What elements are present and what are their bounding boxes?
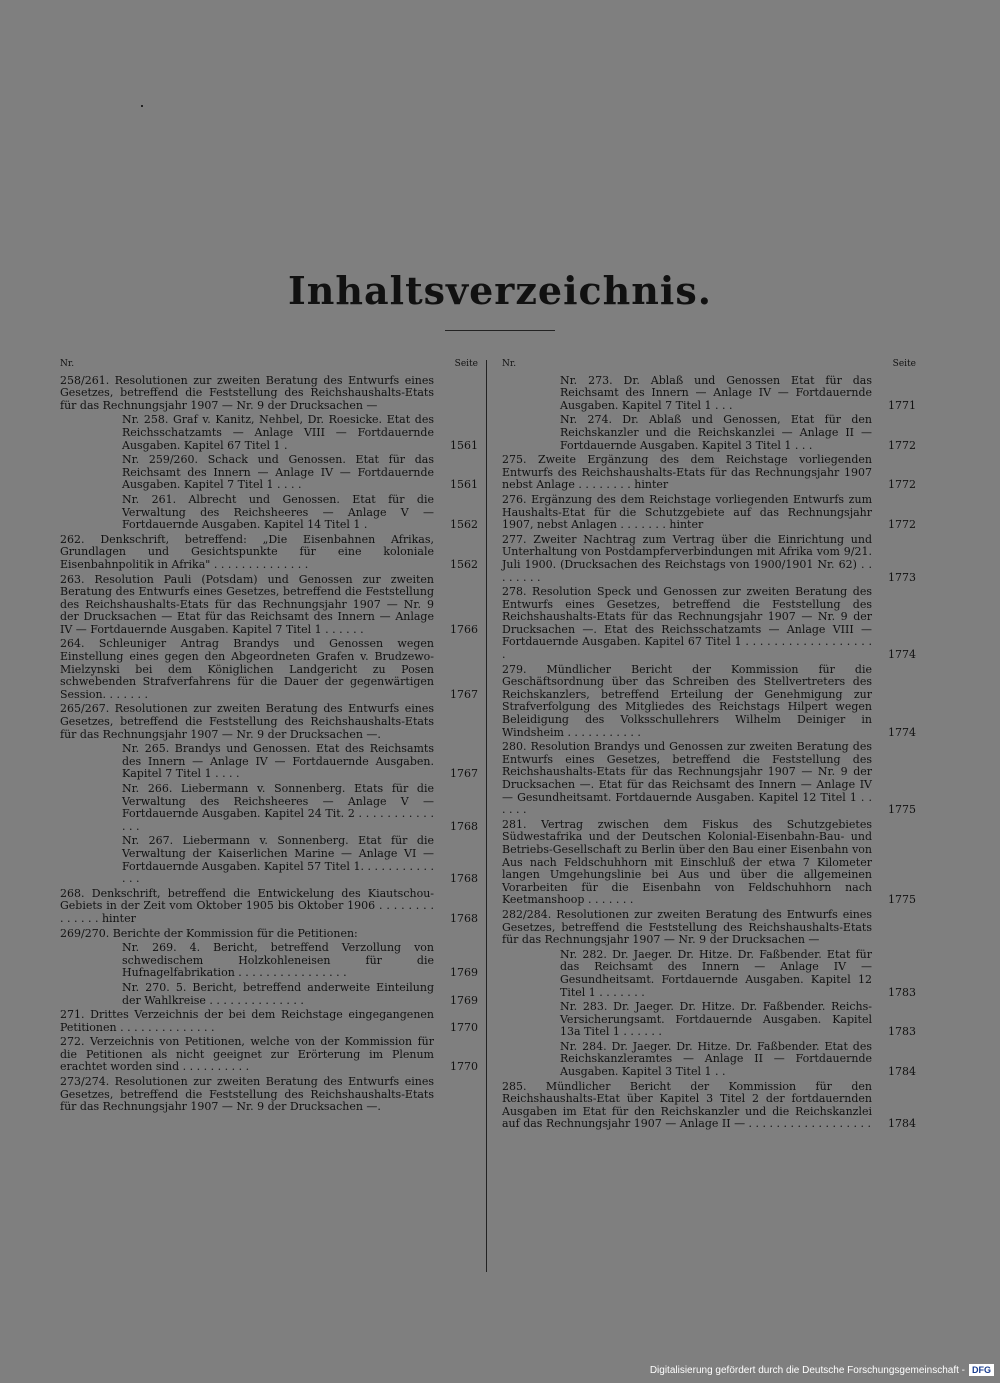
footer (650, 1363, 994, 1377)
entry-text: Nr. 266. Liebermann v. Sonnenberg. Etats für die Verwaltung des Reichsheeres — Anlage V — Fortdauernde Ausgaben. Kapitel 24 Tit. 2 . . . . . . . . . . . . . . (122, 782, 434, 833)
toc-entry (560, 1041, 916, 1079)
right-column (502, 358, 916, 1133)
entry-text: 265/267. Resolutionen zur zweiten Beratung des Entwurfs eines Gesetzes, betreffend die Feststellung des Reichshaushalts-Etats für das Rechnungsjahr 1907 — Nr. 9 der Drucksachen —. (60, 702, 434, 741)
entry-text: Nr. 283. Dr. Jaeger. Dr. Hitze. Dr. Faßbender. Reichs-Versicherungsamt. Fortdauernde Ausgaben. Kapitel 13a Titel 1 . . . . . . (560, 1000, 872, 1039)
toc-entry (122, 942, 478, 980)
toc-entry (502, 454, 916, 492)
entry-page: 1772 (888, 478, 916, 492)
entry-text: 285. Mündlicher Bericht der Kommission für den Reichshaushalts-Etat über Kapitel 3 Titel 2 der fortdauernden Ausgaben im Etat für den Reichskanzler und die Reichskanzlei auf das Rechnungsjahr 1907 — Anlage II — . . . . . . . . . . . . . . . . . . (502, 1079, 872, 1131)
title-rule (445, 330, 555, 331)
dfg-logo: DFG (969, 1364, 994, 1376)
entry-text: 276. Ergänzung des dem Reichstage vorliegenden Entwurfs zum Haushalts-Etat für die Schutzgebiete auf das Rechnungsjahr 1907, nebst Anlagen . . . . . . . hinter (502, 492, 872, 532)
entry-page: 1784 (888, 1065, 916, 1079)
entry-page: 1767 (450, 687, 478, 701)
seite-label: Seite (892, 359, 916, 369)
toc-entry (60, 928, 478, 941)
entry-page: 1771 (888, 398, 916, 412)
toc-entry (560, 1001, 916, 1039)
toc-entry (502, 494, 916, 532)
speck-mark (141, 105, 143, 107)
toc-entry (502, 534, 916, 584)
entry-page: 1768 (450, 911, 478, 925)
entry-page: 1772 (888, 438, 916, 452)
entry-page: 1784 (888, 1117, 916, 1131)
entry-page: 1766 (450, 622, 478, 636)
toc-entry (502, 909, 916, 947)
entry-page: 1561 (450, 478, 478, 492)
entry-text: Nr. 267. Liebermann v. Sonnenberg. Etat für die Verwaltung der Kaiserlichen Marine — Anlage VI — Fortdauernde Ausgaben. Kapitel 57 Titel 1. . . . . . . . . . . . . . (122, 834, 434, 886)
page-title: Inhaltsverzeichnis. (288, 268, 712, 313)
toc-entry (502, 1081, 916, 1131)
entry-text: Nr. 273. Dr. Ablaß und Genossen Etat für das Reichsamt des Innern — Anlage IV — Fortdauernde Ausgaben. Kapitel 7 Titel 1 . . . (560, 373, 872, 412)
toc-entry (560, 414, 916, 452)
entry-page: 1767 (450, 767, 478, 781)
toc-entry (60, 1076, 478, 1114)
toc-entry (60, 703, 478, 741)
toc-entry (502, 664, 916, 740)
toc-entry (502, 586, 916, 662)
footer-text: Digitalisierung gefördert durch die Deutsche Forschungsgemeinschaft - (649, 1364, 965, 1376)
entry-page: 1770 (450, 1020, 478, 1034)
entry-text: 275. Zweite Ergänzung des dem Reichstage vorliegenden Entwurfs des Reichshaushalts-Etats für das Rechnungsjahr 1907 nebst Anlage . . . . . . . . hinter (502, 453, 872, 492)
toc-entry (60, 1009, 478, 1034)
entry-page: 1562 (450, 557, 478, 571)
toc-entry (502, 741, 916, 817)
entry-page: 1783 (888, 1025, 916, 1039)
nr-label: Nr. (60, 359, 75, 369)
entry-text: 281. Vertrag zwischen dem Fiskus des Schutzgebietes Südwestafrika und der Deutschen Kolonial-Eisenbahn-Bau- und Betriebs-Gesellschaft zu Berlin über den Bau einer Eisenbahn von Aus nach Feldschuhhorn mit Einschluß der etwa 7 Kilometer langen Umgehungslinie bei Aus und über die allgemeinen Vorarbeiten für die Eisenbahn von Feldschuhhorn nach Keetmanshoop . . . . . . . (502, 817, 872, 907)
entry-page: 1561 (450, 438, 478, 452)
entry-page: 1770 (450, 1060, 478, 1074)
entry-text: 263. Resolution Pauli (Potsdam) und Genossen zur zweiten Beratung des Entwurfs eines Gesetzes, betreffend die Feststellung des Reichshaushalts-Etats für das Rechnungsjahr 1907 — Nr. 9 der Drucksachen — Etat für das Reichsamt des Innern — Anlage IV — Fortdauernde Ausgaben. Kapitel 7 Titel 1 . . . . . . (60, 572, 434, 636)
toc-entry (560, 375, 916, 413)
entry-page: 1772 (888, 518, 916, 532)
entry-text: Nr. 258. Graf v. Kanitz, Nehbel, Dr. Roesicke. Etat des Reichsschatzamts — Anlage VIII — Fortdauernde Ausgaben. Kapitel 67 Titel 1 . (122, 413, 434, 452)
entry-text: Nr. 261. Albrecht und Genossen. Etat für die Verwaltung des Reichsheeres — Anlage V — Fortdauernde Ausgaben. Kapitel 14 Titel 1 . (122, 492, 434, 532)
column-divider (486, 360, 487, 1272)
entry-page: 1768 (450, 872, 478, 886)
entry-text: 277. Zweiter Nachtrag zum Vertrag über die Einrichtung und Unterhaltung von Postdampferverbindungen mit Afrika vom 9/21. Juli 1900. (Drucksachen des Reichstags von 1900/1901 Nr. 62) . . . . . . . . (502, 532, 872, 584)
nr-label: Nr. (502, 359, 517, 369)
entry-text: 278. Resolution Speck und Genossen zur zweiten Beratung des Entwurfs eines Gesetzes, betreffend die Feststellung des Reichshaushalts-Etats für das Rechnungsjahr 1907 — Nr. 9 der Drucksachen —. Etat des Reichsschatzamts — Anlage VIII — Fortdauernde Ausgaben. Kapitel 67 Titel 1 . . . . . . . . . . . . . . . . . . . (502, 585, 872, 662)
entry-text: 264. Schleuniger Antrag Brandys und Genossen wegen Einstellung eines gegen den Abgeordneten Grafen v. Brudzewo-Mielzynski bei dem Königlichen Landgericht zu Posen schwebenden Strafverfahrens für die Dauer der gegenwärtigen Session. . . . . . . (60, 637, 434, 701)
entry-text: 262. Denkschrift, betreffend: „Die Eisenbahnen Afrikas, Grundlagen und Gesichtspunkte für eine koloniale Eisenbahnpolitik in Afrika" . . . . . . . . . . . . . . (60, 532, 434, 571)
right-column-header (502, 358, 916, 371)
entry-text: 268. Denkschrift, betreffend die Entwickelung des Kiautschou-Gebiets in der Zeit vom Oktober 1905 bis Oktober 1906 . . . . . . . . . . . . . . hinter (60, 886, 434, 925)
entry-text: Nr. 259/260. Schack und Genossen. Etat für das Reichsamt des Innern — Anlage IV — Fortdauernde Ausgaben. Kapitel 7 Titel 1 . . . . (122, 453, 434, 492)
entry-text: 273/274. Resolutionen zur zweiten Beratung des Entwurfs eines Gesetzes, betreffend die Feststellung des Reichshaushalts-Etats für das Rechnungsjahr 1907 — Nr. 9 der Drucksachen —. (60, 1075, 434, 1114)
toc-entry (122, 454, 478, 492)
seite-label: Seite (454, 359, 478, 369)
toc-entry (502, 819, 916, 907)
entry-page: 1774 (888, 648, 916, 662)
toc-entry (122, 414, 478, 452)
entry-page: 1783 (888, 985, 916, 999)
entry-text: Nr. 284. Dr. Jaeger. Dr. Hitze. Dr. Faßbender. Etat des Reichskanzleramtes — Anlage II — Fortdauernde Ausgaben. Kapitel 3 Titel 1 . . (560, 1039, 872, 1079)
entry-page: 1775 (888, 893, 916, 907)
entry-text: 280. Resolution Brandys und Genossen zur zweiten Beratung des Entwurfs eines Gesetzes, betreffend die Feststellung des Reichshaushalts-Etats für das Rechnungsjahr 1907 — Nr. 9 der Drucksachen —. Etat für das Reichsamt des Innern — Anlage IV — Gesundheitsamt. Fortdauernde Ausgaben. Kapitel 12 Titel 1 . . . . . . (502, 740, 872, 817)
entry-text: Nr. 282. Dr. Jaeger. Dr. Hitze. Dr. Faßbender. Etat für das Reichsamt des Innern — Anlage IV — Gesundheitsamt. Fortdauernde Ausgaben. Kapitel 12 Titel 1 . . . . . . . (560, 947, 872, 999)
toc-entry (122, 743, 478, 781)
toc-entry (122, 982, 478, 1007)
entry-page: 1769 (450, 993, 478, 1007)
right-entry-list (502, 375, 916, 1133)
toc-entry (122, 783, 478, 833)
entry-page: 1768 (450, 819, 478, 833)
entry-text: 282/284. Resolutionen zur zweiten Beratung des Entwurfs eines Gesetzes, betreffend die Feststellung des Reichshaushalts-Etats für das Rechnungsjahr 1907 — Nr. 9 der Drucksachen — (502, 907, 872, 947)
toc-entry (60, 638, 478, 701)
entry-page: 1774 (888, 725, 916, 739)
entry-text: 272. Verzeichnis von Petitionen, welche von der Kommission für die Petitionen als nicht geeignet zur Erörterung im Plenum erachtet worden sind . . . . . . . . . . (60, 1035, 434, 1074)
entry-text: Nr. 274. Dr. Ablaß und Genossen, Etat für den Reichskanzler und die Reichskanzlei — Anlage II — Fortdauernde Ausgaben. Kapitel 3 Titel 1 . . . (560, 413, 872, 452)
entry-text: 279. Mündlicher Bericht der Kommission für die Geschäftsordnung über das Schreiben des Stellvertreters des Reichskanzlers, betreffend Erteilung der Genehmigung zur Strafverfolgung des Mitgliedes des Reichstags Hilpert wegen Beleidigung des Volksschullehrers Wilhelm Deiniger in Windsheim . . . . . . . . . . . (502, 662, 872, 739)
left-column-header (60, 358, 478, 371)
entry-page: 1769 (450, 966, 478, 980)
toc-entry (60, 375, 478, 413)
entry-text: Nr. 270. 5. Bericht, betreffend anderweite Einteilung der Wahlkreise . . . . . . . . . . . . . . (122, 980, 434, 1007)
toc-entry (560, 949, 916, 999)
toc-entry (60, 534, 478, 572)
toc-entry (60, 1036, 478, 1074)
entry-text: 269/270. Berichte der Kommission für die Petitionen: (60, 926, 358, 940)
toc-entry (60, 574, 478, 637)
toc-entry (122, 494, 478, 532)
entry-text: Nr. 269. 4. Bericht, betreffend Verzollung von schwedischem Holzkohleneisen für die Hufnagelfabrikation . . . . . . . . . . . . . . . . (122, 941, 434, 980)
entry-page: 1775 (888, 803, 916, 817)
toc-entry (122, 835, 478, 885)
left-entry-list (60, 375, 478, 1116)
entry-text: 271. Drittes Verzeichnis der bei dem Reichstage eingegangenen Petitionen . . . . . . . . . . . . . . (60, 1008, 434, 1034)
entry-text: 258/261. Resolutionen zur zweiten Beratung des Entwurfs eines Gesetzes, betreffend die Feststellung des Reichshaushalts-Etats für das Rechnungsjahr 1907 — Nr. 9 der Drucksachen — (60, 373, 434, 412)
entry-text: Nr. 265. Brandys und Genossen. Etat des Reichsamts des Innern — Anlage IV — Fortdauernde Ausgaben. Kapitel 7 Titel 1 . . . . (122, 742, 434, 781)
left-column (60, 358, 478, 1116)
toc-entry (60, 888, 478, 926)
entry-page: 1773 (888, 570, 916, 584)
entry-page: 1562 (450, 518, 478, 532)
